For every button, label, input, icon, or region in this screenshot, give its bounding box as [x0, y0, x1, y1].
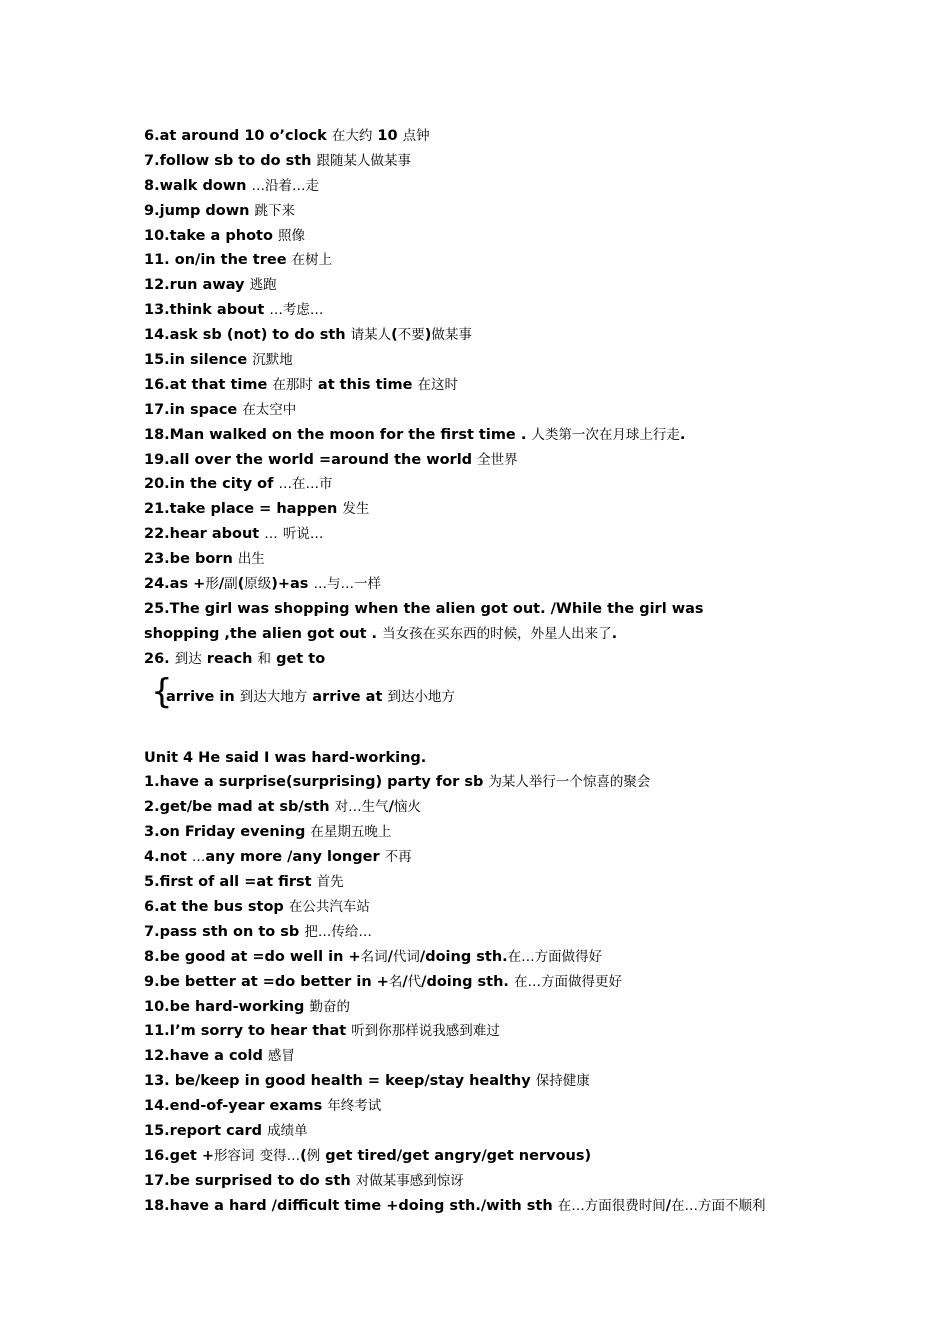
phrase-item: 7.pass sth on to sb 把…传给…: [144, 923, 372, 940]
phrase-list-section-1: [144, 124, 804, 672]
phrase-item: 2.get/be mad at sb/sth 对…生气/恼火: [144, 799, 421, 816]
phrase-item: 6.at the bus stop 在公共汽车站: [144, 898, 370, 915]
phrase-item: 9.jump down 跳下来: [144, 202, 296, 219]
phrase-item: 18.have a hard /difficult time +doing sth./with sth 在…方面很费时间/在…方面不顺利: [144, 1197, 766, 1214]
brace-group: [144, 672, 804, 716]
phrase-list-section-2: [144, 770, 804, 1218]
phrase-item: 7.follow sb to do sth 跟随某人做某事: [144, 152, 412, 169]
phrase-item: 6.at around 10 o’clock 在大约 10 点钟: [144, 128, 430, 144]
brace-text: arrive in 到达大地方 arrive at 到达小地方: [166, 688, 455, 705]
brace-symbol: {: [151, 671, 173, 712]
phrase-item: 14.ask sb (not) to do sth 请某人(不要)做某事: [144, 327, 472, 344]
phrase-item: 13. be/keep in good health = keep/stay healthy 保持健康: [144, 1073, 590, 1090]
phrase-item: 13.think about …考虑…: [144, 302, 324, 319]
phrase-item: 25.The girl was shopping when the alien got out. /While the girl was: [144, 600, 704, 617]
phrase-item: 10.be hard-working 勤奋的: [144, 998, 350, 1015]
phrase-item: 15.report card 成绩单: [144, 1122, 308, 1139]
phrase-item: 3.on Friday evening 在星期五晚上: [144, 824, 392, 841]
phrase-item: 11.I’m sorry to hear that 听到你那样说我感到难过: [144, 1023, 500, 1040]
phrase-item: 18.Man walked on the moon for the first time . 人类第一次在月球上行走.: [144, 426, 686, 443]
phrase-item: 16.at that time 在那时 at this time 在这时: [144, 376, 458, 393]
phrase-item: 12.have a cold 感冒: [144, 1048, 295, 1065]
phrase-item: 23.be born 出生: [144, 551, 265, 568]
phrase-item: 16.get +形容词 变得…(例 get tired/get angry/get nervous): [144, 1147, 592, 1164]
phrase-item: 19.all over the world =around the world 全世界: [144, 451, 518, 468]
phrase-item: 21.take place = happen 发生: [144, 501, 370, 518]
phrase-item: 8.be good at =do well in +名词/代词/doing sth.在…方面做得好: [144, 948, 603, 965]
phrase-item: 12.run away 逃跑: [144, 277, 277, 294]
phrase-item: 9.be better at =do better in +名/代/doing sth. 在…方面做得更好: [144, 973, 622, 990]
phrase-item: 24.as +形/副(原级)+as …与…一样: [144, 576, 381, 593]
document-content: [144, 124, 804, 1219]
phrase-item: 1.have a surprise(surprising) party for sb 为某人举行一个惊喜的聚会: [144, 774, 651, 791]
phrase-item: 8.walk down …沿着…走: [144, 177, 320, 194]
phrase-item: 17.be surprised to do sth 对做某事感到惊讶: [144, 1172, 464, 1189]
phrase-item: 26. 到达 reach 和 get to: [144, 650, 326, 667]
phrase-item: 10.take a photo 照像: [144, 227, 305, 244]
phrase-item: 22.hear about … 听说…: [144, 526, 324, 543]
unit-title: Unit 4 He said I was hard-working.: [144, 749, 427, 766]
phrase-item: 5.first of all =at first 首先: [144, 874, 344, 891]
phrase-item: shopping ,the alien got out . 当女孩在买东西的时候，外星人出来了.: [144, 625, 618, 642]
phrase-item: 11. on/in the tree 在树上: [144, 252, 333, 269]
phrase-item: 20.in the city of …在…市: [144, 476, 333, 493]
phrase-item: 14.end-of-year exams 年终考试: [144, 1098, 382, 1115]
phrase-item: 4.not …any more /any longer 不再: [144, 849, 412, 866]
section-gap: [144, 716, 804, 746]
phrase-item: 17.in space 在太空中: [144, 401, 297, 418]
phrase-item: 15.in silence 沉默地: [144, 352, 293, 369]
